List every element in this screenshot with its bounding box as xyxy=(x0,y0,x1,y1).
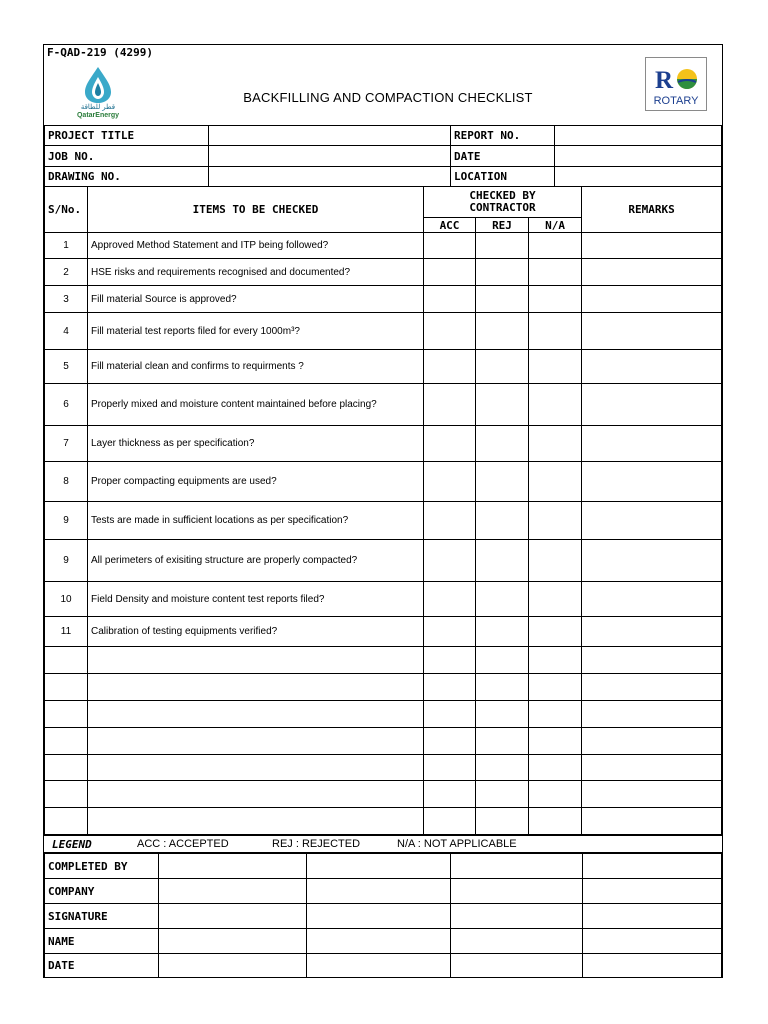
table-row xyxy=(45,384,722,426)
rej-cell[interactable] xyxy=(476,313,529,350)
signoff-cell[interactable] xyxy=(583,854,722,879)
rotary-logo-icon xyxy=(645,57,707,111)
blank-cell[interactable] xyxy=(476,755,529,781)
acc-cell[interactable] xyxy=(424,286,476,313)
qatarenergy-arabic: قطر للطاقة xyxy=(80,104,116,111)
sno-header: S/No. xyxy=(45,187,88,233)
acc-header: ACC xyxy=(424,218,476,233)
na-cell[interactable] xyxy=(529,313,582,350)
row-number: 9 xyxy=(45,540,88,582)
checked-by-header: CHECKED BY CONTRACTOR xyxy=(424,187,582,218)
remarks-cell[interactable] xyxy=(582,502,722,540)
row-number: 1 xyxy=(45,233,88,259)
drawing-no-field[interactable] xyxy=(209,167,451,187)
blank-cell[interactable] xyxy=(582,701,722,728)
date-label: DATE xyxy=(451,146,555,167)
job-no-field[interactable] xyxy=(209,146,451,167)
row-item-text: Proper compacting equipments are used? xyxy=(88,462,424,502)
blank-cell[interactable] xyxy=(88,647,424,674)
rej-cell[interactable] xyxy=(476,582,529,617)
blank-row xyxy=(45,781,722,808)
date-field[interactable] xyxy=(555,146,722,167)
table-row xyxy=(45,233,722,259)
report-no-field[interactable] xyxy=(555,126,722,146)
na-cell[interactable] xyxy=(529,462,582,502)
row-item-text: HSE risks and requirements recognised and documented? xyxy=(88,259,424,286)
blank-cell[interactable] xyxy=(45,755,88,781)
row-item-text: Fill material clean and confirms to requirments ? xyxy=(88,350,424,384)
rej-cell[interactable] xyxy=(476,384,529,426)
form-code: F-QAD-219 (4299) xyxy=(47,46,153,59)
signoff-cell[interactable] xyxy=(583,954,722,978)
table-row xyxy=(45,259,722,286)
na-cell[interactable] xyxy=(529,350,582,384)
row-number: 5 xyxy=(45,350,88,384)
signoff-cell[interactable] xyxy=(307,879,451,904)
signature-label: SIGNATURE xyxy=(45,904,159,929)
signoff-cell[interactable] xyxy=(159,904,307,929)
blank-cell[interactable] xyxy=(476,781,529,808)
row-number: 11 xyxy=(45,617,88,647)
remarks-cell[interactable] xyxy=(582,384,722,426)
table-row xyxy=(45,502,722,540)
na-cell[interactable] xyxy=(529,384,582,426)
rej-cell[interactable] xyxy=(476,350,529,384)
acc-cell[interactable] xyxy=(424,426,476,462)
blank-cell[interactable] xyxy=(88,701,424,728)
rej-cell[interactable] xyxy=(476,462,529,502)
row-number: 4 xyxy=(45,313,88,350)
checklist-form xyxy=(43,44,723,978)
location-field[interactable] xyxy=(555,167,722,187)
rotary-name: ROTARY xyxy=(653,95,699,107)
qatarenergy-name: QatarEnergy xyxy=(76,112,120,119)
remarks-cell[interactable] xyxy=(582,286,722,313)
row-number: 2 xyxy=(45,259,88,286)
signoff-cell[interactable] xyxy=(307,854,451,879)
blank-row xyxy=(45,674,722,701)
blank-cell[interactable] xyxy=(529,755,582,781)
acc-cell[interactable] xyxy=(424,313,476,350)
signoff-cell[interactable] xyxy=(451,854,583,879)
table-row xyxy=(45,582,722,617)
project-title-label: PROJECT TITLE xyxy=(45,126,209,146)
row-item-text: Properly mixed and moisture content maintained before placing? xyxy=(88,384,424,426)
name-label: NAME xyxy=(45,929,159,954)
signoff-table xyxy=(44,853,722,978)
rej-cell[interactable] xyxy=(476,540,529,582)
project-info-table xyxy=(44,125,722,187)
checklist-table xyxy=(44,186,722,835)
blank-cell[interactable] xyxy=(529,728,582,755)
acc-cell[interactable] xyxy=(424,617,476,647)
table-row xyxy=(45,462,722,502)
blank-cell[interactable] xyxy=(88,728,424,755)
signoff-cell[interactable] xyxy=(307,929,451,954)
na-cell[interactable] xyxy=(529,259,582,286)
blank-cell[interactable] xyxy=(476,701,529,728)
blank-cell[interactable] xyxy=(582,808,722,835)
blank-cell[interactable] xyxy=(582,728,722,755)
blank-cell[interactable] xyxy=(476,647,529,674)
legend-na: N/A : NOT APPLICABLE xyxy=(397,838,517,850)
signoff-cell[interactable] xyxy=(159,954,307,978)
na-cell[interactable] xyxy=(529,540,582,582)
table-row xyxy=(45,426,722,462)
blank-cell[interactable] xyxy=(582,755,722,781)
row-item-text: Calibration of testing equipments verified? xyxy=(88,617,424,647)
rej-cell[interactable] xyxy=(476,426,529,462)
acc-cell[interactable] xyxy=(424,502,476,540)
signoff-cell[interactable] xyxy=(159,854,307,879)
blank-cell[interactable] xyxy=(45,674,88,701)
blank-cell[interactable] xyxy=(424,701,476,728)
blank-cell[interactable] xyxy=(529,701,582,728)
legend-row xyxy=(44,835,722,853)
rej-cell[interactable] xyxy=(476,286,529,313)
report-no-label: REPORT NO. xyxy=(451,126,555,146)
row-number: 7 xyxy=(45,426,88,462)
blank-row xyxy=(45,647,722,674)
blank-cell[interactable] xyxy=(88,808,424,835)
blank-row xyxy=(45,728,722,755)
acc-cell[interactable] xyxy=(424,233,476,259)
blank-cell[interactable] xyxy=(88,674,424,701)
row-number: 8 xyxy=(45,462,88,502)
signoff-cell[interactable] xyxy=(451,954,583,978)
legend-rej: REJ : REJECTED xyxy=(272,838,361,850)
rej-cell[interactable] xyxy=(476,617,529,647)
na-cell[interactable] xyxy=(529,502,582,540)
row-item-text: Tests are made in sufficient locations as per specification? xyxy=(88,502,424,540)
blank-cell[interactable] xyxy=(424,647,476,674)
row-item-text: Fill material test reports filed for every 1000m³? xyxy=(88,313,424,350)
na-cell[interactable] xyxy=(529,617,582,647)
rotary-logo xyxy=(645,57,707,111)
drawing-no-label: DRAWING NO. xyxy=(45,167,209,187)
na-cell[interactable] xyxy=(529,286,582,313)
blank-cell[interactable] xyxy=(476,728,529,755)
table-row xyxy=(45,617,722,647)
row-item-text: Layer thickness as per specification? xyxy=(88,426,424,462)
signoff-cell[interactable] xyxy=(451,929,583,954)
na-cell[interactable] xyxy=(529,426,582,462)
signoff-cell[interactable] xyxy=(307,904,451,929)
remarks-cell[interactable] xyxy=(582,313,722,350)
blank-cell[interactable] xyxy=(45,647,88,674)
blank-cell[interactable] xyxy=(582,781,722,808)
na-header: N/A xyxy=(529,218,582,233)
blank-cell[interactable] xyxy=(45,728,88,755)
signoff-cell[interactable] xyxy=(583,929,722,954)
signoff-cell[interactable] xyxy=(583,879,722,904)
rej-cell[interactable] xyxy=(476,233,529,259)
row-item-text: Fill material Source is approved? xyxy=(88,286,424,313)
row-number: 9 xyxy=(45,502,88,540)
signoff-cell[interactable] xyxy=(583,904,722,929)
blank-row xyxy=(45,701,722,728)
row-number: 6 xyxy=(45,384,88,426)
project-title-field[interactable] xyxy=(209,126,451,146)
row-item-text: Field Density and moisture content test reports filed? xyxy=(88,582,424,617)
blank-cell[interactable] xyxy=(424,781,476,808)
remarks-cell[interactable] xyxy=(582,426,722,462)
table-row xyxy=(45,286,722,313)
table-row xyxy=(45,350,722,384)
document-title: BACKFILLING AND COMPACTION CHECKLIST xyxy=(243,90,533,105)
signoff-cell[interactable] xyxy=(451,879,583,904)
rej-header: REJ xyxy=(476,218,529,233)
blank-row xyxy=(45,808,722,835)
form-header xyxy=(44,45,722,126)
blank-cell[interactable] xyxy=(424,808,476,835)
blank-cell[interactable] xyxy=(45,781,88,808)
completed-by-label: COMPLETED BY xyxy=(45,854,159,879)
remarks-cell[interactable] xyxy=(582,617,722,647)
legend-label: LEGEND xyxy=(52,838,92,851)
blank-cell[interactable] xyxy=(88,755,424,781)
blank-cell[interactable] xyxy=(45,701,88,728)
row-number: 3 xyxy=(45,286,88,313)
blank-cell[interactable] xyxy=(424,755,476,781)
company-label: COMPANY xyxy=(45,879,159,904)
blank-cell[interactable] xyxy=(45,808,88,835)
rotary-letter: R xyxy=(654,67,674,94)
acc-cell[interactable] xyxy=(424,259,476,286)
row-item-text: Approved Method Statement and ITP being followed? xyxy=(88,233,424,259)
blank-cell[interactable] xyxy=(529,781,582,808)
blank-row xyxy=(45,755,722,781)
job-no-label: JOB NO. xyxy=(45,146,209,167)
rej-cell[interactable] xyxy=(476,259,529,286)
blank-cell[interactable] xyxy=(88,781,424,808)
items-header: ITEMS TO BE CHECKED xyxy=(88,187,424,233)
acc-cell[interactable] xyxy=(424,540,476,582)
rej-cell[interactable] xyxy=(476,502,529,540)
table-row xyxy=(45,313,722,350)
blank-cell[interactable] xyxy=(582,674,722,701)
blank-cell[interactable] xyxy=(529,647,582,674)
remarks-cell[interactable] xyxy=(582,350,722,384)
row-item-text: All perimeters of exisiting structure are properly compacted? xyxy=(88,540,424,582)
signoff-cell[interactable] xyxy=(159,929,307,954)
blank-cell[interactable] xyxy=(476,674,529,701)
acc-cell[interactable] xyxy=(424,462,476,502)
signoff-cell[interactable] xyxy=(307,954,451,978)
signoff-date-label: DATE xyxy=(45,954,159,978)
remarks-cell[interactable] xyxy=(582,233,722,259)
acc-cell[interactable] xyxy=(424,350,476,384)
signoff-cell[interactable] xyxy=(451,904,583,929)
remarks-cell[interactable] xyxy=(582,462,722,502)
location-label: LOCATION xyxy=(451,167,555,187)
blank-cell[interactable] xyxy=(476,808,529,835)
blank-cell[interactable] xyxy=(529,808,582,835)
blank-cell[interactable] xyxy=(424,728,476,755)
blank-cell[interactable] xyxy=(582,647,722,674)
remarks-cell[interactable] xyxy=(582,540,722,582)
na-cell[interactable] xyxy=(529,233,582,259)
remarks-cell[interactable] xyxy=(582,582,722,617)
remarks-header: REMARKS xyxy=(582,187,722,233)
blank-cell[interactable] xyxy=(529,674,582,701)
signoff-cell[interactable] xyxy=(159,879,307,904)
row-number: 10 xyxy=(45,582,88,617)
blank-cell[interactable] xyxy=(424,674,476,701)
table-row xyxy=(45,540,722,582)
acc-cell[interactable] xyxy=(424,582,476,617)
remarks-cell[interactable] xyxy=(582,259,722,286)
na-cell[interactable] xyxy=(529,582,582,617)
legend-acc: ACC : ACCEPTED xyxy=(137,838,229,850)
acc-cell[interactable] xyxy=(424,384,476,426)
